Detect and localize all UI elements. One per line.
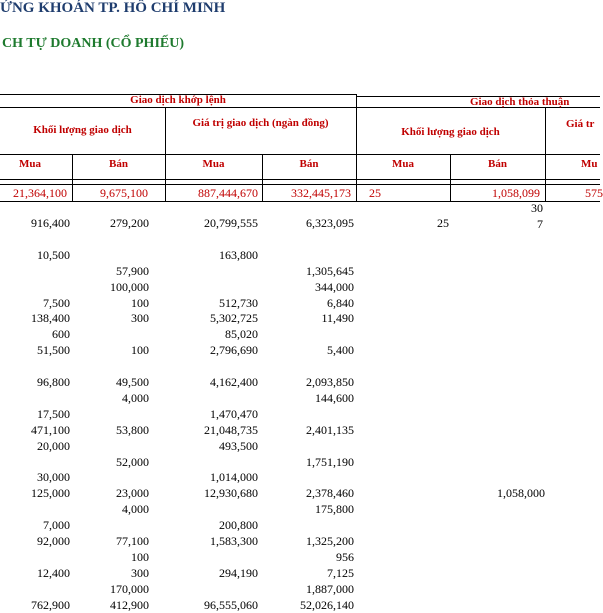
table-cell: 300 [131, 565, 149, 580]
table-cell: 7 [537, 217, 543, 231]
table-cell: 1,887,000 [306, 581, 354, 596]
table-cell: 1,751,190 [306, 454, 354, 469]
table-cell: 5,400 [327, 343, 354, 358]
table-cell: 1,305,645 [306, 263, 354, 278]
table-cell: 2,401,135 [306, 422, 354, 437]
table-cell: 100 [131, 295, 149, 310]
total-cell: 887,444,670 [198, 186, 258, 200]
header-buy: Mu [581, 158, 598, 170]
table-cell: 100,000 [110, 279, 149, 294]
table-cell: 1,470,470 [210, 406, 258, 421]
header-buy: Mua [392, 158, 414, 170]
header-value-agree: Giá tr [566, 118, 595, 130]
table-cell: 762,900 [31, 597, 70, 612]
subheader-divider [0, 154, 600, 155]
total-cell: 332,445,173 [291, 186, 351, 200]
table-cell: 96,800 [37, 375, 70, 389]
table-cell: 138,400 [31, 311, 70, 326]
table-cell: 600 [52, 327, 70, 342]
table-cell: 51,500 [37, 343, 70, 358]
total-cell: 25 [369, 186, 381, 200]
table-cell: 12,930,680 [204, 486, 258, 501]
table-cell: 7,000 [43, 518, 70, 533]
header-volume-match: Khối lượng giao dịch [33, 124, 132, 136]
table-cell: 96,555,060 [204, 597, 258, 612]
table-cell: 57,900 [116, 263, 149, 278]
table-cell: 21,048,735 [204, 422, 258, 437]
table-cell: 1,583,300 [210, 534, 258, 548]
table-cell: 52,000 [116, 454, 149, 469]
table-cell: 12,400 [37, 565, 70, 580]
table-cell: 4,000 [122, 502, 149, 517]
table-cell: 53,800 [116, 422, 149, 437]
table-cell: 956 [336, 549, 354, 564]
table-cell: 493,500 [219, 438, 258, 453]
table-cell: 125,000 [31, 486, 70, 501]
group-header-match: Giao dịch khớp lệnh [130, 94, 226, 106]
table-cell: 175,800 [315, 502, 354, 517]
table-cell: 17,500 [37, 406, 70, 421]
table-cell: 1,058,000 [497, 486, 545, 501]
report-subtitle: CH TỰ DOANH (CỔ PHIẾU) [2, 36, 184, 51]
table-cell: 344,000 [315, 279, 354, 294]
table-cell: 294,190 [219, 565, 258, 580]
table-cell: 25 [437, 216, 449, 230]
table-cell: 100 [131, 343, 149, 358]
table-cell: 100 [131, 549, 149, 564]
table-cell: 52,026,140 [300, 597, 354, 612]
table-cell: 144,600 [315, 390, 354, 405]
header-buy: Mua [202, 158, 225, 170]
table-cell: 77,100 [116, 534, 149, 548]
table-cell: 200,800 [219, 518, 258, 533]
table-cell: 300 [131, 311, 149, 326]
table-cell: 5,302,725 [210, 311, 258, 326]
col-divider [545, 107, 546, 201]
header-sell: Bán [299, 158, 319, 170]
table-cell: 916,400 [31, 216, 70, 230]
table-cell: 30 [531, 201, 543, 215]
header-volume-agree: Khối lượng giao dịch [401, 126, 500, 138]
table-cell: 471,100 [31, 422, 70, 437]
table-cell: 170,000 [110, 581, 149, 596]
table-cell: 7,125 [327, 565, 354, 580]
table-cell: 2,093,850 [306, 375, 354, 389]
table-cell: 412,900 [110, 597, 149, 612]
header-buy: Mua [19, 158, 41, 170]
table-cell: 10,500 [37, 247, 70, 262]
table-cell: 4,162,400 [210, 375, 258, 389]
table-cell: 7,500 [43, 295, 70, 310]
table-cell: 20,000 [37, 438, 70, 453]
table-cell: 2,378,460 [306, 486, 354, 501]
table-cell: 30,000 [37, 470, 70, 485]
table-cell: 512,730 [219, 295, 258, 310]
total-cell: 575 [585, 186, 603, 200]
totals-top-border [0, 184, 600, 185]
table-cell: 163,800 [219, 247, 258, 262]
header-sell: Bán [488, 158, 507, 170]
table-cell: 11,490 [321, 311, 354, 326]
header-sell: Bán [109, 158, 128, 170]
table-cell: 20,799,555 [204, 216, 258, 230]
col-divider [356, 94, 357, 201]
table-cell: 49,500 [116, 375, 149, 389]
header-value-match: Giá trị giao dịch (ngàn đồng) [192, 117, 329, 129]
table-cell: 92,000 [37, 534, 70, 548]
table-cell: 23,000 [116, 486, 149, 501]
total-cell: 1,058,099 [492, 186, 540, 200]
table-cell: 279,200 [110, 216, 149, 230]
group-header-agree: Giao dịch thỏa thuận [470, 96, 570, 108]
table-cell: 85,020 [225, 327, 258, 342]
report-title: ỨNG KHOÁN TP. HỒ CHÍ MINH [0, 0, 226, 16]
table-cell: 1,014,000 [210, 470, 258, 485]
total-cell: 9,675,100 [100, 186, 148, 200]
buysell-divider [0, 179, 600, 180]
table-cell: 4,000 [122, 390, 149, 405]
table-cell: 1,325,200 [306, 534, 354, 548]
total-cell: 21,364,100 [13, 186, 67, 200]
table-cell: 6,840 [327, 295, 354, 310]
table-cell: 6,323,095 [306, 216, 354, 230]
table-cell: 2,796,690 [210, 343, 258, 358]
